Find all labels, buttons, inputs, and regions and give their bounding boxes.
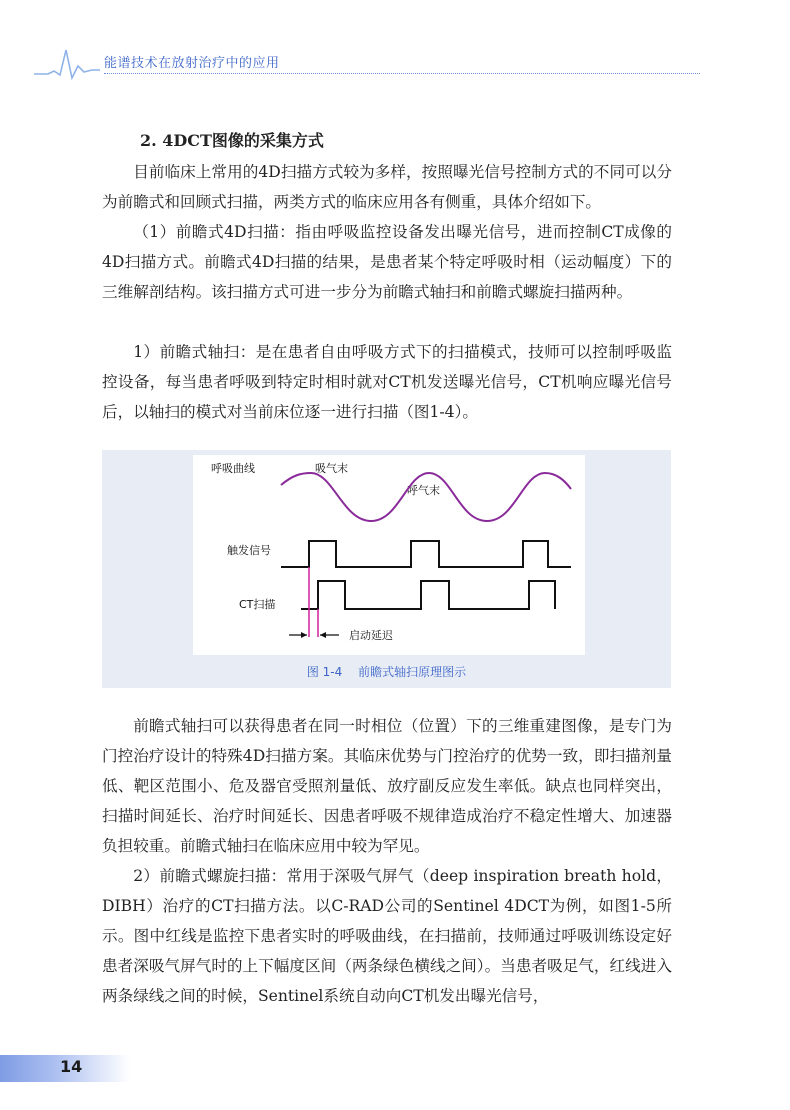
label-trigger-signal: 触发信号 bbox=[227, 544, 271, 557]
paragraph-axial-scan: 1）前瞻式轴扫：是在患者自由呼吸方式下的扫描模式，技师可以控制呼吸监控设备，每当患者呼吸到特定时相时就对CT机发送曝光信号，CT机响应曝光信号后，以轴扫的模式对当前床位逐一进行扫描（图1-4）。 bbox=[102, 343, 672, 421]
delay-arrowhead-right bbox=[320, 632, 326, 638]
paragraph-prospective-4d: （1）前瞻式4D扫描：指由呼吸监控设备发出曝光信号，进而控制CT成像的4D扫描方式。前瞻式4D扫描的结果，是患者某个特定呼吸时相（运动幅度）下的三维解剖结构。该扫描方式可进一步分为前瞻式轴扫和前瞻式螺旋扫描两种。 bbox=[102, 223, 672, 301]
figure-caption-text: 前瞻式轴扫原理图示 bbox=[358, 665, 467, 679]
delay-arrowhead-left bbox=[301, 632, 307, 638]
ct-scan-line bbox=[301, 581, 555, 609]
trigger-signal-line bbox=[281, 541, 571, 567]
label-breath-curve: 呼吸曲线 bbox=[211, 462, 255, 475]
ecg-wave-icon bbox=[34, 44, 100, 80]
page-header bbox=[0, 0, 790, 90]
figure-caption-number: 图 1-4 bbox=[306, 665, 343, 679]
label-start-delay: 启动延迟 bbox=[349, 629, 393, 642]
header-title: 能谱技术在放射治疗中的应用 bbox=[104, 56, 280, 71]
paragraph-axial-advantages: 前瞻式轴扫可以获得患者在同一时相位（位置）下的三维重建图像，是专门为门控治疗设计的特殊4D扫描方案。其临床优势与门控治疗的优势一致，即扫描剂量低、靶区范围小、危及器官受照剂量低、放疗副反应发生率低。缺点也同样突出，扫描时间延长、治疗时间延长、因患者呼吸不规律造成治疗不稳定性增大、加速器负担较重。前瞻式轴扫在临床应用中较为罕见。 bbox=[102, 717, 672, 855]
label-ct-scan: CT扫描 bbox=[239, 598, 276, 611]
label-exhale-end: 呼气末 bbox=[407, 484, 440, 497]
timing-diagram bbox=[193, 455, 585, 655]
breath-curve-line bbox=[281, 473, 571, 521]
paragraph-helical-scan: 2）前瞻式螺旋扫描：常用于深吸气屏气（deep inspiration breath hold，DIBH）治疗的CT扫描方法。以C-RAD公司的Sentinel 4DCT为例，如图1-5所示。图中红线是监控下患者实时的呼吸曲线，在扫描前，技师通过呼吸训练设定好患者深吸气屏气时的上下幅度区间（两条绿色横线之间）。当患者吸足气，红线进入两条绿线之间的时候，Sentinel系统自动向CT机发出曝光信号， bbox=[102, 867, 672, 1005]
section-title: 2. 4DCT图像的采集方式 bbox=[140, 131, 324, 150]
page-number: 14 bbox=[60, 1057, 83, 1076]
header-divider bbox=[104, 73, 700, 74]
paragraph-intro: 目前临床上常用的4D扫描方式较为多样，按照曝光信号控制方式的不同可以分为前瞻式和回顾式扫描，两类方式的临床应用各有侧重，具体介绍如下。 bbox=[102, 163, 672, 211]
figure-diagram bbox=[193, 455, 585, 655]
label-inhale-end: 吸气末 bbox=[315, 462, 348, 475]
figure-caption bbox=[102, 663, 671, 680]
